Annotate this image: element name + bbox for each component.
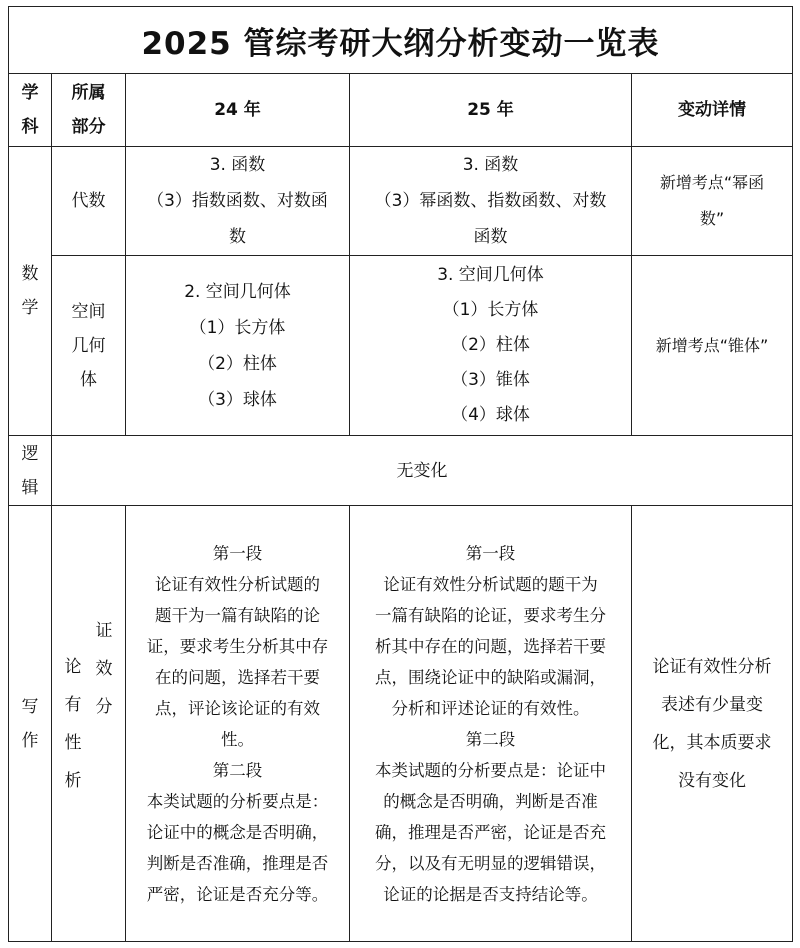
algebra-2025: 3. 函数 （3）幂函数、指数函数、对数 函数 bbox=[350, 147, 632, 256]
part-argument-analysis: 论 有 性 析 证 效 分 bbox=[52, 506, 126, 942]
outline-change-table bbox=[8, 6, 793, 942]
subject-math: 数 学 bbox=[9, 147, 52, 436]
table-title: 2025 管综考研大纲分析变动一览表 bbox=[9, 7, 793, 74]
table-row-writing bbox=[9, 506, 793, 942]
part-geometry: 空间 几何 体 bbox=[52, 256, 126, 436]
writing-2024: 第一段 论证有效性分析试题的 题干为一篇有缺陷的论 证，要求考生分析其中存 在的问题，选择若干要 点，评论该论证的有效 性。 第二段 本类试题的分析要点是： 论证中的概念是否明确， 判断是否准确，推理是否 严密，论证是否充分等。 bbox=[126, 506, 350, 942]
logic-no-change: 无变化 bbox=[52, 436, 793, 506]
subject-logic: 逻 辑 bbox=[9, 436, 52, 506]
geometry-2025: 3. 空间几何体 （1）长方体 （2）柱体 （3）锥体 （4）球体 bbox=[350, 256, 632, 436]
writing-change-detail: 论证有效性分析 表述有少量变 化，其本质要求 没有变化 bbox=[632, 506, 793, 942]
header-2024: 24 年 bbox=[126, 74, 350, 147]
algebra-2024: 3. 函数 （3）指数函数、对数函 数 bbox=[126, 147, 350, 256]
header-part: 所属 部分 bbox=[52, 74, 126, 147]
header-subject: 学 科 bbox=[9, 74, 52, 147]
header-change-detail: 变动详情 bbox=[632, 74, 793, 147]
writing-2025: 第一段 论证有效性分析试题的题干为 一篇有缺陷的论证，要求考生分 析其中存在的问题，选择若干要 点，围绕论证中的缺陷或漏洞， 分析和评述论证的有效性。 第二段 本类试题的分析要点是：论证中 的概念是否明确，判断是否准 确，推理是否严密，论证是否充 分，以及有无明显的逻辑错误， 论证的论据是否支持结论等。 bbox=[350, 506, 632, 942]
algebra-change-detail: 新增考点“幂函 数” bbox=[632, 147, 793, 256]
subject-writing: 写 作 bbox=[9, 506, 52, 942]
geometry-2024: 2. 空间几何体 （1）长方体 （2）柱体 （3）球体 bbox=[126, 256, 350, 436]
table-row-algebra bbox=[9, 147, 793, 256]
geometry-change-detail: 新增考点“锥体” bbox=[632, 256, 793, 436]
table-row-geometry bbox=[9, 256, 793, 436]
header-row bbox=[9, 74, 793, 147]
header-2025: 25 年 bbox=[350, 74, 632, 147]
part-algebra: 代数 bbox=[52, 147, 126, 256]
table-row-logic bbox=[9, 436, 793, 506]
